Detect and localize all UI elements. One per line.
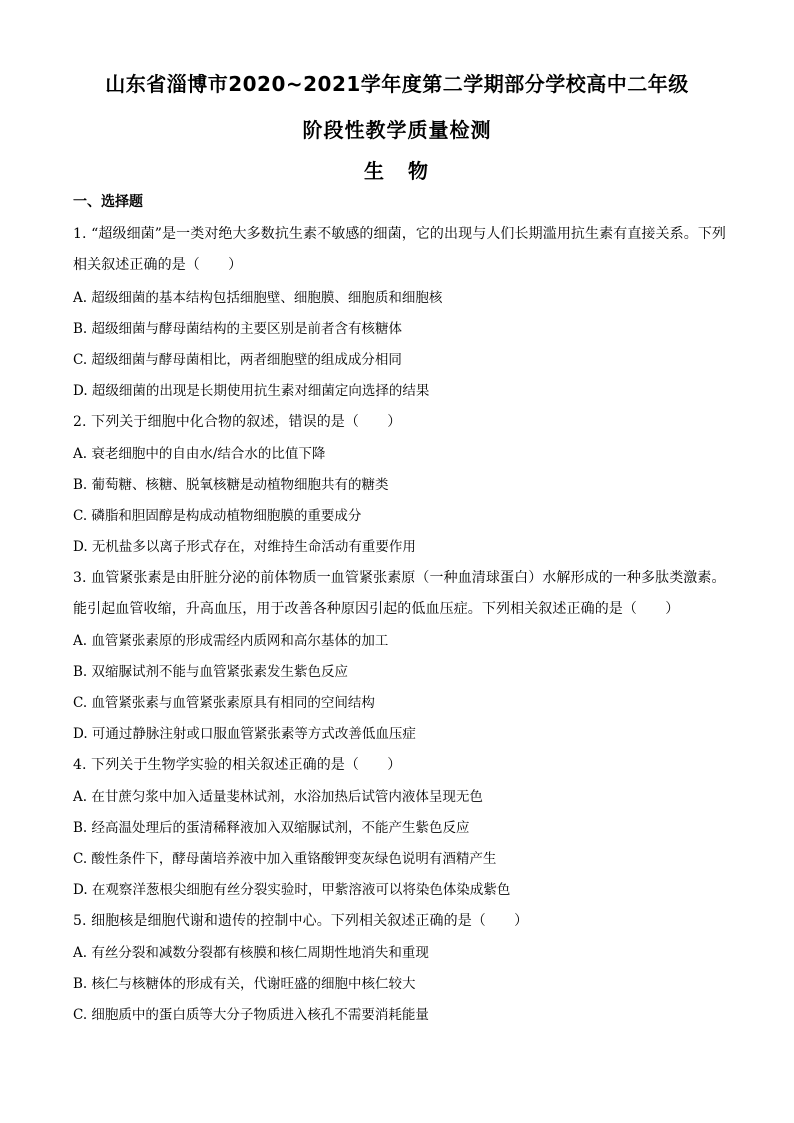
question-2-option-d: D. 无机盐多以离子形式存在，对维持生命活动有重要作用: [73, 539, 416, 555]
question-4-option-b: B. 经高温处理后的蛋清稀释液加入双缩脲试剂，不能产生紫色反应: [73, 820, 470, 836]
question-2-option-c: C. 磷脂和胆固醇是构成动植物细胞膜的重要成分: [73, 508, 362, 524]
question-4-option-c: C. 酸性条件下，酵母菌培养液中加入重铬酸钾变灰绿色说明有酒精产生: [73, 851, 497, 867]
exam-subtitle: 阶段性教学质量检测: [302, 118, 492, 142]
question-3-option-b: B. 双缩脲试剂不能与血管紧张素发生紫色反应: [73, 664, 349, 680]
question-1-option-c: C. 超级细菌与酵母菌相比，两者细胞壁的组成成分相同: [73, 352, 402, 368]
question-3-stem-line2: 能引起血管收缩，升高血压，用于改善各种原因引起的低血压症。下列相关叙述正确的是（ ）: [73, 601, 680, 617]
question-3-stem-line1: 3. 血管紧张素是由肝脏分泌的前体物质一血管紧张素原（一种血清球蛋白）水解形成的一种多肽类激素。: [73, 570, 726, 586]
question-5-stem-line1: 5. 细胞核是细胞代谢和遗传的控制中心。下列相关叙述正确的是（ ）: [73, 913, 529, 929]
section-heading: 一、选择题: [73, 194, 143, 210]
question-2-option-a: A. 衰老细胞中的自由水/结合水的比值下降: [73, 446, 326, 462]
question-3-option-c: C. 血管紧张素与血管紧张素原具有相同的空间结构: [73, 695, 375, 711]
question-1-option-d: D. 超级细菌的出现是长期使用抗生素对细菌定向选择的结果: [73, 383, 430, 399]
question-4-stem-line1: 4. 下列关于生物学实验的相关叙述正确的是（ ）: [73, 757, 402, 773]
question-3-option-d: D. 可通过静脉注射或口服血管紧张素等方式改善低血压症: [73, 726, 416, 742]
exam-title: 山东省淄博市2020~2021学年度第二学期部分学校高中二年级: [105, 72, 689, 96]
question-1-option-b: B. 超级细菌与酵母菌结构的主要区别是前者含有核糖体: [73, 321, 403, 337]
question-1-stem-line2: 相关叙述正确的是（ ）: [73, 257, 243, 273]
question-5-option-b: B. 核仁与核糖体的形成有关，代谢旺盛的细胞中核仁较大: [73, 976, 416, 992]
question-2-option-b: B. 葡萄糖、核糖、脱氧核糖是动植物细胞共有的糖类: [73, 477, 389, 493]
question-1-option-a: A. 超级细菌的基本结构包括细胞壁、细胞膜、细胞质和细胞核: [73, 290, 443, 306]
question-4-option-d: D. 在观察洋葱根尖细胞有丝分裂实验时，甲紫溶液可以将染色体染成紫色: [73, 882, 511, 898]
question-3-option-a: A. 血管紧张素原的形成需经内质网和高尔基体的加工: [73, 633, 389, 649]
subject-title: 生 物: [364, 159, 430, 183]
question-1-stem-line1: 1. “超级细菌”是一类对绝大多数抗生素不敏感的细菌，它的出现与人们长期滥用抗生素有直接关系。下列: [73, 226, 727, 242]
question-4-option-a: A. 在甘蔗匀浆中加入适量斐林试剂，水浴加热后试管内液体呈现无色: [73, 789, 483, 805]
question-5-option-a: A. 有丝分裂和减数分裂都有核膜和核仁周期性地消失和重现: [73, 945, 429, 961]
question-2-stem-line1: 2. 下列关于细胞中化合物的叙述，错误的是（ ）: [73, 414, 402, 430]
question-5-option-c: C. 细胞质中的蛋白质等大分子物质进入核孔不需要消耗能量: [73, 1007, 429, 1023]
